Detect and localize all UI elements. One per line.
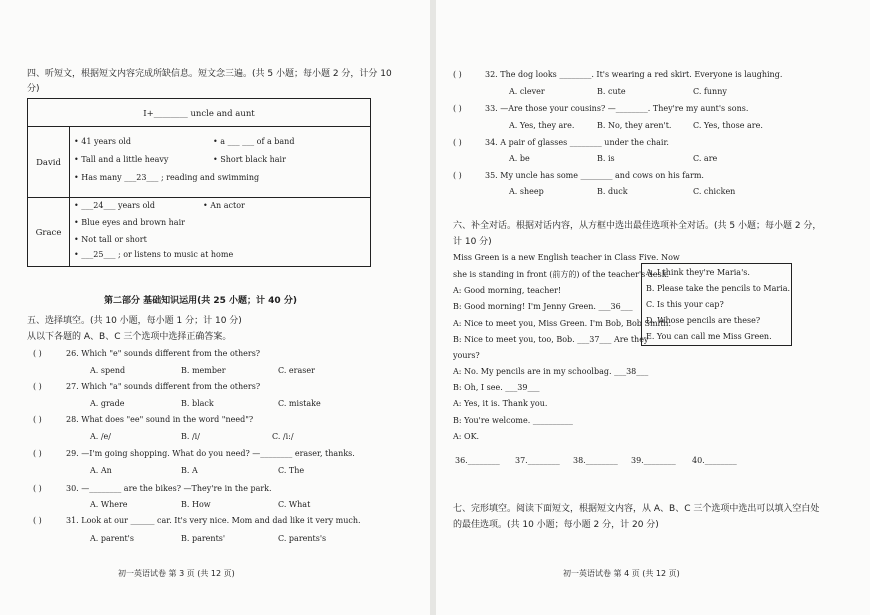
grace-item-4: • Not tall or short xyxy=(74,235,147,244)
dialog-line-2: she is standing in front (前方的) of the teacher's desk. xyxy=(453,270,670,279)
listening-table xyxy=(27,98,371,267)
q30-option-c[interactable]: C. What xyxy=(278,500,311,509)
dialog-line-11: B: You're welcome. __________ xyxy=(453,416,573,425)
q29-option-a[interactable]: A. An xyxy=(90,466,112,475)
dialog-line-4: B: Good morning! I'm Jenny Green. ___36___ xyxy=(453,302,633,311)
option-e[interactable]: E. You can call me Miss Green. xyxy=(646,332,772,341)
question-29: 29. —I'm going shopping. What do you need? —________ eraser, thanks. xyxy=(66,449,355,458)
answer-paren-27[interactable]: ( ) xyxy=(33,382,42,391)
answer-paren-29[interactable]: ( ) xyxy=(33,449,42,458)
answer-blank-39[interactable]: 39.________ xyxy=(631,456,676,465)
dialog-line-12: A: OK. xyxy=(453,432,480,441)
q35-option-c[interactable]: C. chicken xyxy=(693,187,736,196)
section7-title-line2: 的最佳选项。(共 10 小题；每小题 2 分，计 20 分) xyxy=(453,520,659,530)
dialog-line-5: A: Nice to meet you, Miss Green. I'm Bob, Bob Smith. xyxy=(453,319,672,328)
section5-instruction: 从以下各题的 A、B、C 三个选项中选择正确答案。 xyxy=(27,332,232,342)
grace-item-5: • ___25___ ; or listens to music at home xyxy=(74,250,234,259)
q29-option-c[interactable]: C. The xyxy=(278,466,305,475)
question-32: 32. The dog looks ________. It's wearing a red skirt. Everyone is laughing. xyxy=(485,70,783,79)
section6-title-line2: 计 10 分) xyxy=(453,237,492,247)
dialog-line-3: A: Good morning, teacher! xyxy=(453,286,562,295)
q30-option-b[interactable]: B. How xyxy=(181,500,211,509)
q26-option-c[interactable]: C. eraser xyxy=(278,366,315,375)
table-header: I+________ uncle and aunt xyxy=(143,109,255,119)
q35-option-a[interactable]: A. sheep xyxy=(509,187,544,196)
option-b[interactable]: B. Please take the pencils to Maria. xyxy=(646,284,791,293)
question-27: 27. Which "a" sounds different from the others? xyxy=(66,382,261,391)
dialog-line-1: Miss Green is a new English teacher in Class Five. Now xyxy=(453,253,680,262)
answer-paren-32[interactable]: ( ) xyxy=(453,70,462,79)
question-28: 28. What does "ee" sound in the word "need"? xyxy=(66,415,254,424)
table-row-grace xyxy=(28,197,370,267)
q31-option-c[interactable]: C. parents's xyxy=(278,534,327,543)
option-c[interactable]: C. Is this your cap? xyxy=(646,300,724,309)
row-name-grace: Grace xyxy=(28,198,70,267)
row-name-david: David xyxy=(28,127,70,198)
q33-option-a[interactable]: A. Yes, they are. xyxy=(509,121,575,130)
david-item-1: • 41 years old xyxy=(74,137,131,146)
question-31: 31. Look at our ______ car. It's very nice. Mom and dad like it very much. xyxy=(66,516,361,525)
question-34: 34. A pair of glasses ________ under the chair. xyxy=(485,138,669,147)
table-row-david xyxy=(28,126,370,198)
q28-option-c[interactable]: C. /i:/ xyxy=(272,432,294,441)
answer-blank-38[interactable]: 38.________ xyxy=(573,456,618,465)
q26-option-a[interactable]: A. spend xyxy=(90,366,126,375)
q34-option-b[interactable]: B. is xyxy=(597,154,615,163)
q32-option-a[interactable]: A. clever xyxy=(509,87,545,96)
question-33: 33. —Are those your cousins? —________. They're my aunt's sons. xyxy=(485,104,749,113)
section5-title: 五、选择填空。(共 10 小题，每小题 1 分；计 10 分) xyxy=(27,316,242,326)
q31-option-b[interactable]: B. parents' xyxy=(181,534,226,543)
answer-blank-37[interactable]: 37.________ xyxy=(515,456,560,465)
q32-option-b[interactable]: B. cute xyxy=(597,87,626,96)
q34-option-c[interactable]: C. are xyxy=(693,154,718,163)
left-page-footer: 初一英语试卷 第 3 页 (共 12 页) xyxy=(118,569,235,578)
answer-paren-35[interactable]: ( ) xyxy=(453,171,462,180)
option-a[interactable]: A. I think they're Maria's. xyxy=(646,268,750,277)
question-35: 35. My uncle has some ________ and cows on his farm. xyxy=(485,171,704,180)
answer-paren-33[interactable]: ( ) xyxy=(453,104,462,113)
right-page-footer: 初一英语试卷 第 4 页 (共 12 页) xyxy=(563,569,680,578)
q27-option-a[interactable]: A. grade xyxy=(90,399,125,408)
q32-option-c[interactable]: C. funny xyxy=(693,87,727,96)
part2-title: 第二部分 基础知识运用(共 25 小题；计 40 分) xyxy=(104,296,297,306)
dialog-line-8: A: No. My pencils are in my schoolbag. ___38___ xyxy=(453,367,649,376)
left-page xyxy=(0,0,430,615)
dialog-line-9: B: Oh, I see. ___39___ xyxy=(453,383,540,392)
q27-option-b[interactable]: B. black xyxy=(181,399,214,408)
q34-option-a[interactable]: A. be xyxy=(509,154,530,163)
answer-blank-36[interactable]: 36.________ xyxy=(455,456,500,465)
q33-option-c[interactable]: C. Yes, those are. xyxy=(693,121,763,130)
answer-blank-40[interactable]: 40.________ xyxy=(692,456,737,465)
grace-item-1: • ___24___ years old xyxy=(74,201,155,210)
q33-option-b[interactable]: B. No, they aren't. xyxy=(597,121,672,130)
section4-title-line1: 四、听短文，根据短文内容完成所缺信息。短文念三遍。(共 5 小题；每小题 2 分，计分 10 xyxy=(27,69,392,79)
dialog-line-10: A: Yes, it is. Thank you. xyxy=(453,399,548,408)
options-box xyxy=(641,263,792,346)
q35-option-b[interactable]: B. duck xyxy=(597,187,628,196)
answer-paren-31[interactable]: ( ) xyxy=(33,516,42,525)
q28-option-b[interactable]: B. /i/ xyxy=(181,432,200,441)
q26-option-b[interactable]: B. member xyxy=(181,366,226,375)
q30-option-a[interactable]: A. Where xyxy=(90,500,128,509)
answer-paren-26[interactable]: ( ) xyxy=(33,349,42,358)
answer-paren-34[interactable]: ( ) xyxy=(453,138,462,147)
grace-item-2: • An actor xyxy=(203,201,245,210)
q29-option-b[interactable]: B. A xyxy=(181,466,198,475)
question-30: 30. —________ are the bikes? —They're in the park. xyxy=(66,484,272,493)
david-item-3: • Tall and a little heavy xyxy=(74,155,169,164)
section7-title-line1: 七、完形填空。阅读下面短文，根据短文内容，从 A、B、C 三个选项中选出可以填入空白处 xyxy=(453,504,820,514)
dialog-line-7: yours? xyxy=(453,351,480,360)
section4-title-line2: 分) xyxy=(27,84,40,94)
grace-item-3: • Blue eyes and brown hair xyxy=(74,218,185,227)
david-item-2: • a ___ ___ of a band xyxy=(213,137,295,146)
question-26: 26. Which "e" sounds different from the others? xyxy=(66,349,261,358)
david-item-5: • Has many ___23___ ; reading and swimming xyxy=(74,173,260,182)
section6-title-line1: 六、补全对话。根据对话内容，从方框中选出最佳选项补全对话。(共 5 小题；每小题 2 分， xyxy=(453,221,822,231)
answer-paren-28[interactable]: ( ) xyxy=(33,415,42,424)
q31-option-a[interactable]: A. parent's xyxy=(90,534,134,543)
q28-option-a[interactable]: A. /e/ xyxy=(90,432,111,441)
option-d[interactable]: D. Whose pencils are these? xyxy=(646,316,761,325)
answer-paren-30[interactable]: ( ) xyxy=(33,484,42,493)
dialog-line-6: B: Nice to meet you, too, Bob. ___37___ Are they xyxy=(453,335,649,344)
q27-option-c[interactable]: C. mistake xyxy=(278,399,321,408)
david-item-4: • Short black hair xyxy=(213,155,286,164)
